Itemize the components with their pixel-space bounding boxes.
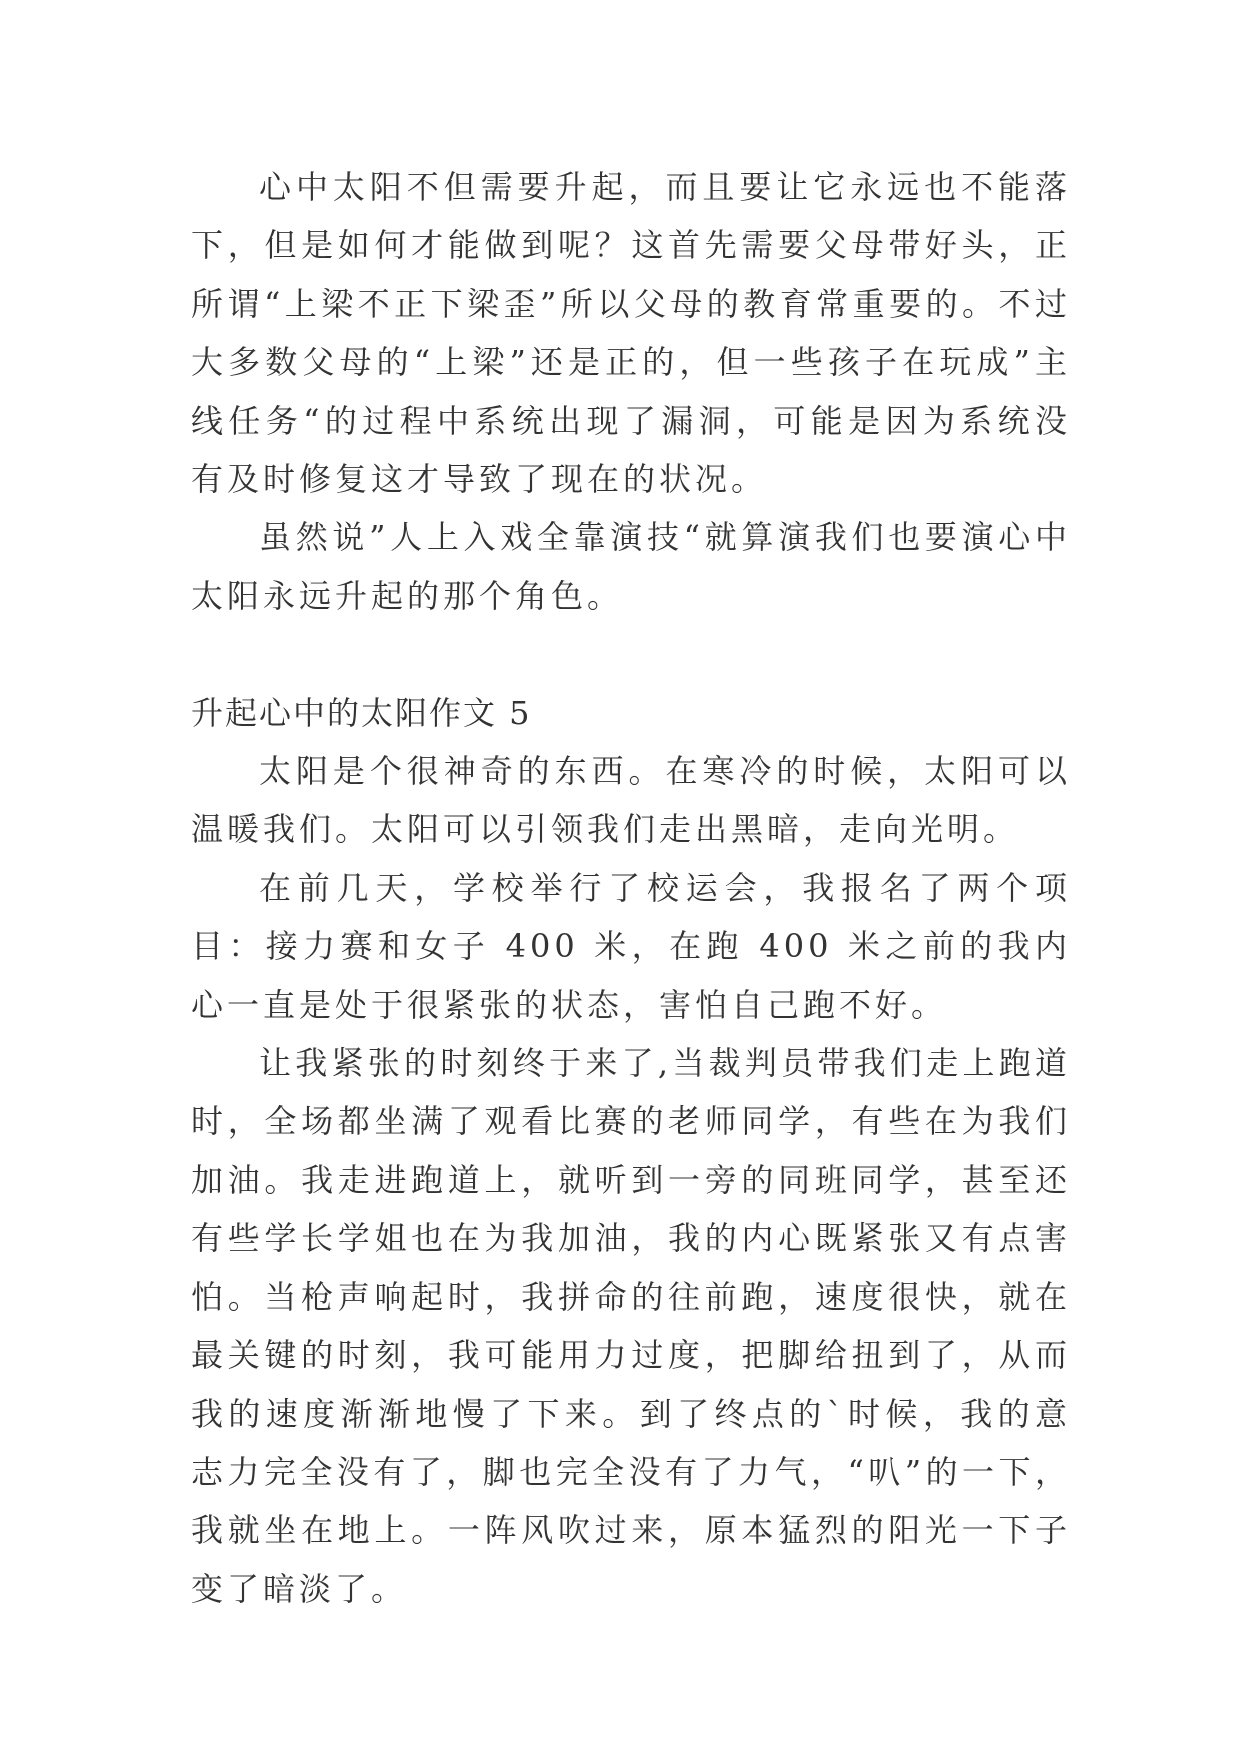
paragraph: 让我紧张的时刻终于来了,当裁判员带我们走上跑道时，全场都坐满了观看比赛的老师同学，有些在为我们加油。我走进跑道上，就听到一旁的同班同学，甚至还有些学长学姐也在为我加油，我的内心既紧张又有点害怕。当枪声响起时，我拼命的往前跑，速度很快，就在最关键的时刻，我可能用力过度，把脚给扭到了，从而我的速度渐渐地慢了下来。到了终点的`时候，我的意志力完全没有了，脚也完全没有了力气，“叭”的一下，我就坐在地上。一阵风吹过来，原本猛烈的阳光一下子变了暗淡了。 xyxy=(191,1044,1071,1608)
paragraph: 太阳是个很神奇的东西。在寒冷的时候，太阳可以温暖我们。太阳可以引领我们走出黑暗，走向光明。 xyxy=(191,752,1071,849)
paragraph: 在前几天，学校举行了校运会，我报名了两个项目：接力赛和女子 400 米，在跑 400 米之前的我内心一直是处于很紧张的状态，害怕自己跑不好。 xyxy=(191,868,1071,1024)
section-title: 升起心中的太阳作文 5 xyxy=(191,693,532,732)
paragraph-gap xyxy=(191,625,1071,683)
paragraph: 虽然说”人上入戏全靠演技“就算演我们也要演心中太阳永远升起的那个角色。 xyxy=(191,518,1071,615)
document-body xyxy=(191,158,1071,1618)
paragraph: 心中太阳不但需要升起，而且要让它永远也不能落下，但是如何才能做到呢？这首先需要父母带好头，正所谓“上梁不正下梁歪”所以父母的教育常重要的。不过大多数父母的“上梁”还是正的，但一些孩子在玩成”主线任务“的过程中系统出现了漏洞，可能是因为系统没有及时修复这才导致了现在的状况。 xyxy=(191,168,1071,499)
